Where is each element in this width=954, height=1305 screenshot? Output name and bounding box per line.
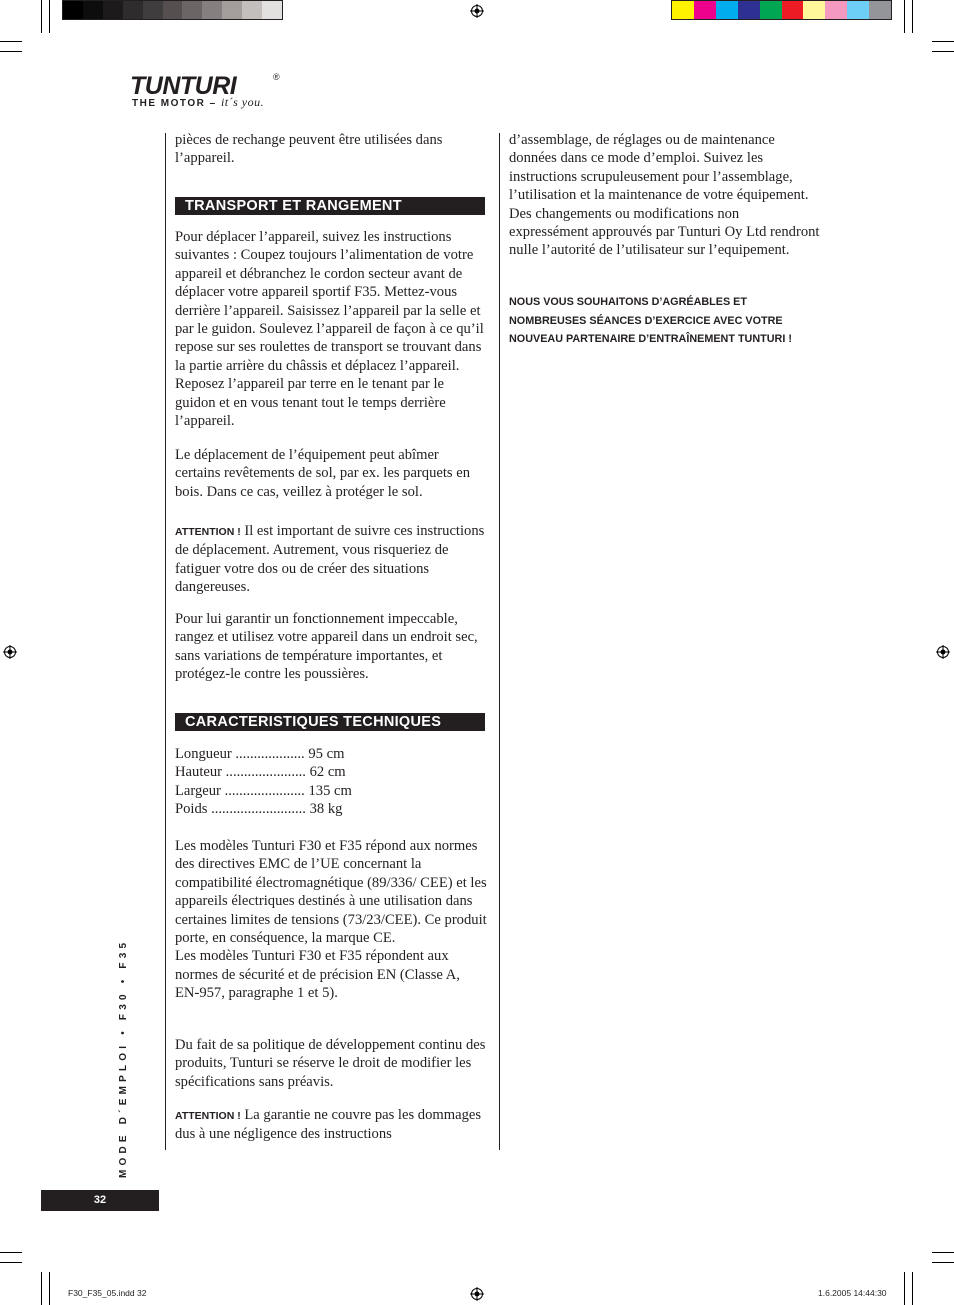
process-color-bar: [671, 0, 892, 20]
color-swatch: [803, 1, 825, 19]
spec-value: 135 cm: [304, 782, 352, 799]
emc-paragraph: Les modèles Tunturi F30 et F35 répond aux normes des directives EMC de l’UE concernant la compatibilité électromagnétique (89/336/ CEE) et les appareils électriques destinés à une utilisation dans certaines limites de tensions (73/23/CEE). Ce produit porte, en conséquence, la marque CE. Les modèles Tunturi F30 et F35 répondent aux normes de sécurité et de précision EN (Classe A, EN-957, paragraphe 1 et 5).: [175, 838, 487, 1002]
crop-mark: [41, 1272, 42, 1305]
color-swatch: [202, 1, 222, 19]
crop-mark: [904, 1272, 905, 1305]
storage-paragraph: Pour lui garantir un fonctionnement impeccable, rangez et utilisez votre appareil dans un endroit sec, sans variations de température importantes, et protégez-le contre les poussières.: [175, 611, 478, 683]
crop-mark: [0, 1262, 22, 1263]
attention-paragraph-1: [175, 522, 487, 597]
spec-label: Largeur ......................: [175, 782, 305, 799]
spec-row: [175, 782, 487, 800]
attention-text: Il est important de suivre ces instructions de déplacement. Autrement, vous risqueriez de fatiguer votre dos ou de créer des situations dangereuses.: [175, 523, 485, 596]
registration-mark-icon: [3, 645, 17, 659]
color-swatch: [262, 1, 282, 19]
spec-row: [175, 745, 487, 763]
crop-mark: [49, 1272, 50, 1305]
color-swatch: [182, 1, 202, 19]
color-swatch: [782, 1, 804, 19]
column-rule-left: [165, 133, 166, 1150]
spec-label: Hauteur ......................: [175, 764, 306, 781]
intro-paragraph: pièces de rechange peuvent être utilisées dans l’appareil.: [175, 132, 443, 167]
attention-label: ATTENTION !: [175, 1110, 241, 1122]
spec-label: Longueur ...................: [175, 746, 305, 762]
spec-value: 62 cm: [305, 764, 346, 781]
transport-paragraph-1: Pour déplacer l’appareil, suivez les instructions suivantes : Coupez toujours l’alimentation de votre appareil et débranchez le cordon secteur avant de déplacer votre appareil sportif F35. Mettez-vous derrière l’appareil. Saisissez l’appareil par la selle et par le guidon. Soulevez l’appareil de façon à ce qu’il repose sur ses roulettes de transport se trouvant dans la partie arrière du châssis et déplacez l’appareil. Reposez l’appareil par terre en le tenant par le guidon et en vous tenant tout le temps derrière l’appareil.: [175, 229, 484, 430]
color-swatch: [123, 1, 143, 19]
crop-mark: [904, 0, 905, 33]
policy-paragraph: Du fait de sa politique de développement continu des produits, Tunturi se réserve le droit de modifier les spécifications sans préavis.: [175, 1037, 486, 1090]
color-swatch: [672, 1, 694, 19]
transport-paragraph-2: Le déplacement de l’équipement peut abîmer certains revêtements de sol, par ex. les parquets en bois. Dans ce cas, veillez à protéger le sol.: [175, 447, 471, 500]
crop-mark: [932, 1262, 954, 1263]
crop-mark: [912, 0, 913, 33]
color-swatch: [63, 1, 83, 19]
spec-row: [175, 763, 487, 781]
logo-tagline: [132, 95, 264, 110]
closing-message: [509, 293, 829, 349]
closing-line: NOUS VOUS SOUHAITONS D’AGRÉABLES ET: [509, 296, 747, 308]
color-swatch: [242, 1, 262, 19]
column-rule-middle: [499, 133, 500, 1150]
tagline-lead: THE MOTOR: [132, 98, 206, 109]
registration-mark-icon: [936, 645, 950, 659]
crop-mark: [932, 41, 954, 42]
crop-mark: [49, 0, 50, 33]
color-swatch: [869, 1, 891, 19]
tagline-italic: it´s you.: [220, 95, 265, 109]
manual-sidebar-label: MODE D´EMPLOI • F30 • F35: [118, 938, 129, 1178]
color-swatch: [143, 1, 163, 19]
specs-list: [175, 745, 487, 819]
color-swatch: [163, 1, 183, 19]
spec-value: 38 kg: [305, 801, 343, 818]
spec-label: Poids ..........................: [175, 801, 306, 818]
grayscale-color-bar: [62, 0, 283, 20]
color-swatch: [694, 1, 716, 19]
color-swatch: [716, 1, 738, 19]
spec-value: 95 cm: [304, 746, 345, 762]
closing-line: NOMBREUSES SÉANCES D’EXERCICE AVEC VOTRE: [509, 314, 783, 327]
color-swatch: [738, 1, 760, 19]
slug-date: 1.6.2005 14:44:30: [818, 1288, 887, 1298]
crop-mark: [41, 0, 42, 33]
spec-row: [175, 800, 487, 818]
color-swatch: [760, 1, 782, 19]
slug-file: F30_F35_05.indd 32: [68, 1288, 147, 1298]
color-swatch: [222, 1, 242, 19]
color-swatch: [83, 1, 103, 19]
registration-mark-icon: [470, 4, 484, 18]
color-swatch: [847, 1, 869, 19]
tagline-dash: –: [205, 98, 221, 109]
registered-mark: ®: [273, 72, 280, 82]
transport-heading: TRANSPORT ET RANGEMENT: [175, 197, 485, 215]
en-paragraph: Les modèles Tunturi F30 et F35 répondent aux normes de sécurité et de précision EN (Classe A, EN-957, paragraphe 1 et 5).: [175, 948, 460, 1002]
registration-mark-icon: [470, 1287, 484, 1301]
color-swatch: [103, 1, 123, 19]
crop-mark: [0, 41, 22, 42]
crop-mark: [912, 1272, 913, 1305]
closing-line: NOUVEAU PARTENAIRE D’ENTRAÎNEMENT TUNTURI !: [509, 333, 792, 346]
right-paragraph: d’assemblage, de réglages ou de maintenance données dans ce mode d’emploi. Suivez les instructions scrupuleusement pour l’assemblage, l’utilisation et la maintenance de votre équipement. Des changements ou modifications non expressément approuvés par Tunturi Oy Ltd rendront nulle l’autorité de l’utilisateur sur l’equipement.: [509, 132, 820, 259]
specs-heading: CARACTERISTIQUES TECHNIQUES: [175, 713, 485, 731]
page-number: 32: [41, 1190, 159, 1211]
crop-mark: [932, 51, 954, 52]
attention-text: La garantie ne couvre pas les dommages dus à une négligence des instructions: [175, 1107, 482, 1143]
attention-paragraph-2: [175, 1106, 487, 1144]
attention-label: ATTENTION !: [175, 526, 241, 538]
crop-mark: [0, 1252, 22, 1253]
crop-mark: [932, 1252, 954, 1253]
tunturi-logo: TUNTURI: [130, 72, 237, 100]
crop-mark: [0, 51, 22, 52]
color-swatch: [825, 1, 847, 19]
